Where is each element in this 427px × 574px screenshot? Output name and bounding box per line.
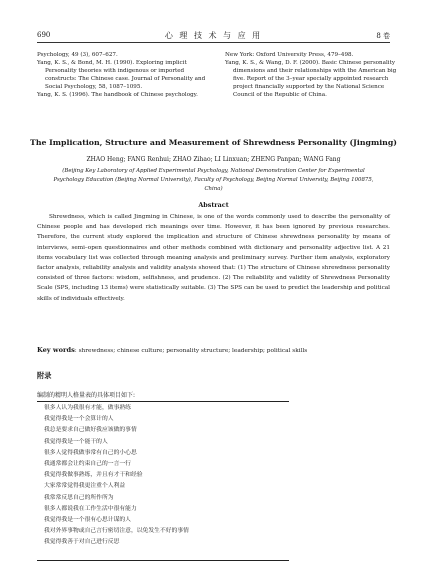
abstract-body: Shrewdness, which is called Jingming in Chinese, is one of the words commonly used to describe the personality of Chinese people and has developed rich meanings over time. However, it has been ignored by previous researches. Therefore, the current study explored the implication and structure of Chinese shrewdness personality by means of interviews, semi–open questionnaires and other methods combined with dictionary and personality adjective list. A 21 items vocabulary list was collected through meaning analysis and preliminary survey. Further item analysis, exploratory factor analysis, reliability analysis and validity analysis showed that: (1) The structure of Chinese shrewdness personality consisted of three factors: wisdom, selfishness, and prudence. (2) The reliability and validity of Shrewdness Personality Scale (SPS, including 13 items) were statistically suitable. (3) The SPS can be used to predict the leadership and political skills of individuals effectively. [37, 214, 390, 302]
reference-entry: Yang, K. S., & Bond, M. H. (1990). Exploring implicit Personality theories with indigenous or imported constructs: The Chinese case. Journal of Personality and Social Psychology, 58, 1087–1095. [37, 60, 206, 90]
scale-item-list [44, 403, 289, 549]
volume-label: 8 卷 [376, 32, 390, 40]
scale-item: 很多人都说我在工作生活中很有能力 [44, 505, 137, 512]
scale-item: 大家常常觉得我更注重个人利益 [44, 483, 126, 490]
keywords-line [37, 346, 390, 354]
scale-item: 我对外界事物或自己言行密切注意，以免发生不好的事情 [44, 528, 189, 535]
journal-name: 心 理 技 术 与 应 用 [164, 31, 263, 40]
reference-entry: New York: Oxford University Press, 479–498. [225, 52, 354, 58]
reference-column-left [37, 51, 209, 99]
keywords-label: Key words [37, 346, 75, 354]
scale-item: 很多人觉得我做事常有自己的小心思 [44, 449, 137, 456]
running-header [37, 30, 390, 43]
affiliation: (Beijing Key Laboratory of Applied Experimental Psychology, National Demonstration Center for Experimental Psychology Education (Beijing Normal University), Faculty of Psychology, Beijing Normal University, Beijing 100875, China) [53, 168, 374, 192]
reference-entry: Yang, K. S. (1996). The handbook of Chinese psychology. [37, 92, 198, 98]
scale-item: 我觉得我善于对自己进行反思 [44, 539, 120, 546]
scale-item: 我觉得我是一个能干的人 [44, 438, 108, 445]
english-title: The Implication, Structure and Measurement of Shrewdness Personality (Jingming) [30, 138, 397, 147]
appendix-heading: 附录 [37, 371, 52, 380]
scale-item: 我通常都会让约束自己的一言一行 [44, 461, 131, 468]
keywords-text: : shrewdness; chinese culture; personality structure; leadership; political skills [74, 348, 308, 354]
table-top-rule [37, 401, 289, 402]
author-list: ZHAO Heng; FANG Renhui; ZHAO Zihao; LI Linxuan; ZHENG Panpan; WANG Fang [86, 156, 341, 163]
page-number: 690 [37, 31, 51, 39]
reference-entry: Psychology, 49 (3), 607–627. [37, 52, 118, 58]
scale-item: 我常常反思自己的所作所为 [44, 494, 114, 501]
abstract-heading: Abstract [198, 201, 229, 209]
scale-item: 我总是要求自己做好我应该做的事情 [44, 427, 137, 434]
scale-item: 我觉得我是一个很有心思计谋的人 [44, 517, 131, 524]
appendix-caption: 编制的精明人格量表的具体项目如下: [37, 392, 136, 399]
scale-item: 我觉得我是一个会算计的人 [44, 416, 114, 423]
scale-item: 我觉得我做事熟练，并且有才干和经验 [44, 472, 143, 479]
reference-column-right [225, 51, 397, 99]
scale-item: 很多人认为我很有才能，做事熟练 [44, 405, 131, 411]
table-bottom-rule [37, 560, 289, 561]
reference-entry: Yang, K. S., & Wang, D. F. (2000). Basic Chinese personality dimensions and their relationships with the American big five. Report of the 3–year specially appointed research project financially supported by the National Science Council of the Republic of China. [225, 60, 397, 98]
